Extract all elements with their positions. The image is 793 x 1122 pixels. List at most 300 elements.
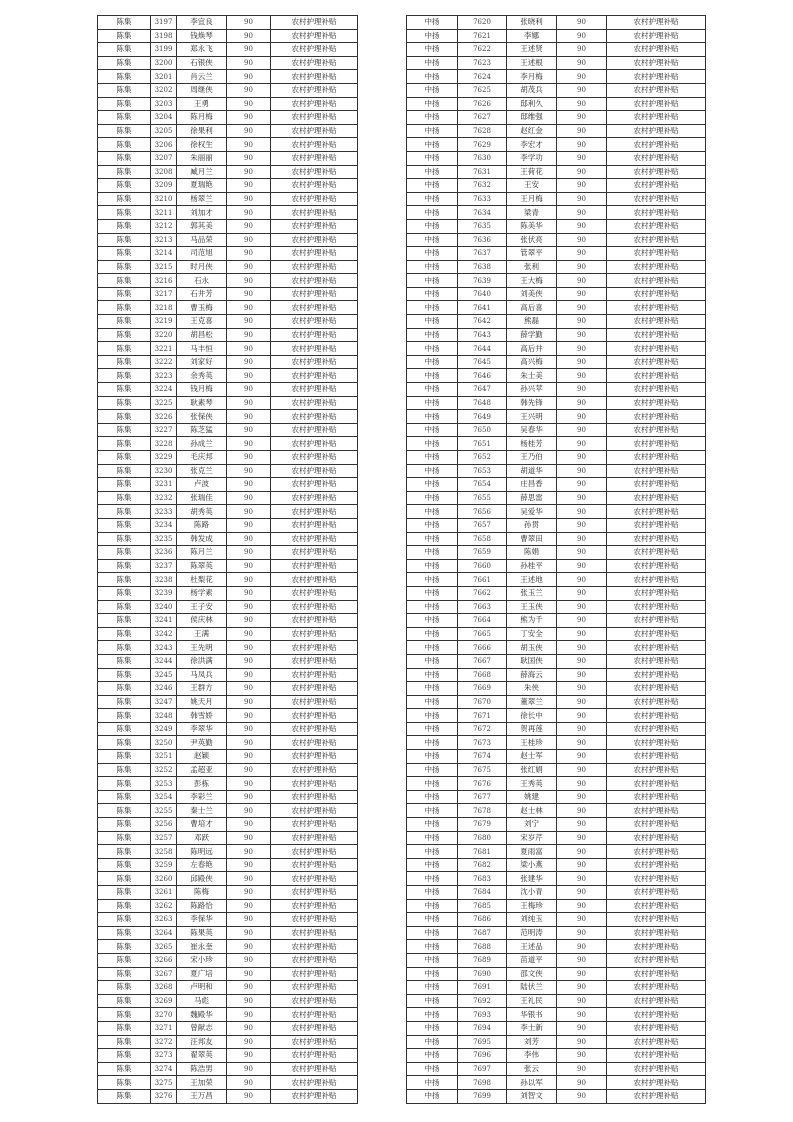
id-cell: 3237 <box>151 559 177 573</box>
id-cell: 7661 <box>458 573 507 587</box>
amount-cell: 90 <box>227 695 271 709</box>
id-cell: 7668 <box>458 668 507 682</box>
name-cell: 孙贯 <box>507 518 557 532</box>
name-cell: 王述根 <box>507 56 557 70</box>
village-cell: 中扬 <box>407 777 458 791</box>
id-cell: 7623 <box>458 56 507 70</box>
id-cell: 7625 <box>458 83 507 97</box>
amount-cell: 90 <box>227 532 271 546</box>
name-cell: 姚天月 <box>177 695 227 709</box>
category-cell: 农村护理补贴 <box>271 43 358 57</box>
table-row <box>98 1021 358 1035</box>
id-cell: 3199 <box>151 43 177 57</box>
amount-cell: 90 <box>227 1049 271 1063</box>
table-row <box>98 695 358 709</box>
table-row <box>407 695 706 709</box>
name-cell: 王述品 <box>507 940 557 954</box>
village-cell: 中扬 <box>407 287 458 301</box>
table-row <box>407 315 706 329</box>
table-row <box>98 56 358 70</box>
table-row <box>98 423 358 437</box>
id-cell: 7689 <box>458 953 507 967</box>
amount-cell: 90 <box>227 1062 271 1076</box>
village-cell: 陈集 <box>98 763 151 777</box>
amount-cell: 90 <box>557 233 607 247</box>
id-cell: 3231 <box>151 478 177 492</box>
amount-cell: 90 <box>557 342 607 356</box>
village-cell: 陈集 <box>98 1008 151 1022</box>
name-cell: 李宏才 <box>507 138 557 152</box>
id-cell: 3197 <box>151 16 177 30</box>
amount-cell: 90 <box>557 695 607 709</box>
category-cell: 农村护理补贴 <box>607 682 706 696</box>
name-cell: 王万昌 <box>177 1089 227 1103</box>
category-cell: 农村护理补贴 <box>607 260 706 274</box>
category-cell: 农村护理补贴 <box>607 328 706 342</box>
amount-cell: 90 <box>557 179 607 193</box>
table-row <box>98 410 358 424</box>
name-cell: 王荷花 <box>507 165 557 179</box>
id-cell: 3266 <box>151 953 177 967</box>
amount-cell: 90 <box>557 1076 607 1090</box>
village-cell: 陈集 <box>98 355 151 369</box>
table-row <box>407 491 706 505</box>
id-cell: 7649 <box>458 410 507 424</box>
table-row <box>98 953 358 967</box>
category-cell: 农村护理补贴 <box>271 559 358 573</box>
name-cell: 陈芝猛 <box>177 423 227 437</box>
category-cell: 农村护理补贴 <box>271 151 358 165</box>
name-cell: 高后喜 <box>507 301 557 315</box>
amount-cell: 90 <box>557 219 607 233</box>
name-cell: 张红娟 <box>507 763 557 777</box>
name-cell: 张伏亮 <box>507 233 557 247</box>
amount-cell: 90 <box>557 464 607 478</box>
category-cell: 农村护理补贴 <box>271 858 358 872</box>
id-cell: 7674 <box>458 750 507 764</box>
village-cell: 陈集 <box>98 926 151 940</box>
amount-cell: 90 <box>557 926 607 940</box>
category-cell: 农村护理补贴 <box>607 981 706 995</box>
id-cell: 3218 <box>151 301 177 315</box>
category-cell: 农村护理补贴 <box>607 16 706 30</box>
amount-cell: 90 <box>557 899 607 913</box>
name-cell: 庄昌香 <box>507 478 557 492</box>
amount-cell: 90 <box>557 165 607 179</box>
category-cell: 农村护理补贴 <box>607 287 706 301</box>
village-cell: 陈集 <box>98 940 151 954</box>
village-cell: 陈集 <box>98 491 151 505</box>
table-row <box>98 219 358 233</box>
table-row <box>98 464 358 478</box>
table-row <box>407 219 706 233</box>
amount-cell: 90 <box>227 722 271 736</box>
village-cell: 中扬 <box>407 83 458 97</box>
id-cell: 3200 <box>151 56 177 70</box>
amount-cell: 90 <box>557 994 607 1008</box>
category-cell: 农村护理补贴 <box>607 491 706 505</box>
amount-cell: 90 <box>557 247 607 261</box>
amount-cell: 90 <box>557 736 607 750</box>
table-row <box>407 151 706 165</box>
category-cell: 农村护理补贴 <box>607 43 706 57</box>
id-cell: 7621 <box>458 29 507 43</box>
village-cell: 陈集 <box>98 97 151 111</box>
village-cell: 中扬 <box>407 682 458 696</box>
table-row <box>98 437 358 451</box>
amount-cell: 90 <box>227 940 271 954</box>
category-cell: 农村护理补贴 <box>271 56 358 70</box>
amount-cell: 90 <box>227 953 271 967</box>
id-cell: 7690 <box>458 967 507 981</box>
id-cell: 7631 <box>458 165 507 179</box>
amount-cell: 90 <box>557 546 607 560</box>
name-cell: 张云 <box>507 1062 557 1076</box>
village-cell: 中扬 <box>407 396 458 410</box>
name-cell: 沈小青 <box>507 886 557 900</box>
table-row <box>98 233 358 247</box>
name-cell: 曹翠田 <box>507 532 557 546</box>
amount-cell: 90 <box>557 981 607 995</box>
id-cell: 3275 <box>151 1076 177 1090</box>
id-cell: 3267 <box>151 967 177 981</box>
id-cell: 7628 <box>458 124 507 138</box>
amount-cell: 90 <box>227 83 271 97</box>
amount-cell: 90 <box>557 872 607 886</box>
category-cell: 农村护理补贴 <box>271 926 358 940</box>
id-cell: 7682 <box>458 858 507 872</box>
category-cell: 农村护理补贴 <box>271 423 358 437</box>
village-cell: 陈集 <box>98 586 151 600</box>
name-cell: 徐权生 <box>177 138 227 152</box>
amount-cell: 90 <box>227 124 271 138</box>
amount-cell: 90 <box>557 709 607 723</box>
village-cell: 陈集 <box>98 219 151 233</box>
table-row <box>407 287 706 301</box>
id-cell: 7654 <box>458 478 507 492</box>
table-row <box>407 111 706 125</box>
name-cell: 魏殿华 <box>177 1008 227 1022</box>
amount-cell: 90 <box>557 29 607 43</box>
table-row <box>407 586 706 600</box>
category-cell: 农村护理补贴 <box>607 1021 706 1035</box>
category-cell: 农村护理补贴 <box>607 124 706 138</box>
table-row <box>98 124 358 138</box>
name-cell: 马丰恒 <box>177 342 227 356</box>
amount-cell: 90 <box>227 206 271 220</box>
id-cell: 7622 <box>458 43 507 57</box>
amount-cell: 90 <box>227 682 271 696</box>
table-row <box>98 559 358 573</box>
name-cell: 王勇 <box>177 97 227 111</box>
id-cell: 3253 <box>151 777 177 791</box>
amount-cell: 90 <box>227 804 271 818</box>
name-cell: 石井芳 <box>177 287 227 301</box>
village-cell: 中扬 <box>407 1089 458 1103</box>
name-cell: 邸维强 <box>507 111 557 125</box>
category-cell: 农村护理补贴 <box>607 451 706 465</box>
name-cell: 陈果英 <box>177 926 227 940</box>
category-cell: 农村护理补贴 <box>271 845 358 859</box>
village-cell: 中扬 <box>407 383 458 397</box>
category-cell: 农村护理补贴 <box>607 831 706 845</box>
id-cell: 3224 <box>151 383 177 397</box>
name-cell: 薛海云 <box>507 668 557 682</box>
id-cell: 7652 <box>458 451 507 465</box>
name-cell: 张瑞佳 <box>177 491 227 505</box>
category-cell: 农村护理补贴 <box>607 546 706 560</box>
village-cell: 陈集 <box>98 70 151 84</box>
category-cell: 农村护理补贴 <box>271 654 358 668</box>
id-cell: 7694 <box>458 1021 507 1035</box>
table-row <box>407 396 706 410</box>
name-cell: 尹英勤 <box>177 736 227 750</box>
village-cell: 中扬 <box>407 695 458 709</box>
table-row <box>407 247 706 261</box>
table-row <box>407 369 706 383</box>
category-cell: 农村护理补贴 <box>607 83 706 97</box>
amount-cell: 90 <box>227 260 271 274</box>
category-cell: 农村护理补贴 <box>271 165 358 179</box>
amount-cell: 90 <box>227 478 271 492</box>
category-cell: 农村护理补贴 <box>607 369 706 383</box>
village-cell: 陈集 <box>98 1062 151 1076</box>
category-cell: 农村护理补贴 <box>607 1008 706 1022</box>
table-row <box>407 614 706 628</box>
table-row <box>407 1089 706 1103</box>
name-cell: 马品荣 <box>177 233 227 247</box>
id-cell: 7691 <box>458 981 507 995</box>
village-cell: 中扬 <box>407 994 458 1008</box>
amount-cell: 90 <box>557 967 607 981</box>
table-row <box>407 722 706 736</box>
amount-cell: 90 <box>557 491 607 505</box>
id-cell: 3212 <box>151 219 177 233</box>
village-cell: 中扬 <box>407 1062 458 1076</box>
id-cell: 3219 <box>151 315 177 329</box>
village-cell: 陈集 <box>98 886 151 900</box>
amount-cell: 90 <box>227 97 271 111</box>
village-cell: 中扬 <box>407 423 458 437</box>
amount-cell: 90 <box>557 1062 607 1076</box>
name-cell: 李伟 <box>507 1049 557 1063</box>
category-cell: 农村护理补贴 <box>271 1035 358 1049</box>
table-row <box>98 872 358 886</box>
amount-cell: 90 <box>227 913 271 927</box>
category-cell: 农村护理补贴 <box>607 383 706 397</box>
id-cell: 3257 <box>151 831 177 845</box>
category-cell: 农村护理补贴 <box>607 600 706 614</box>
table-row <box>407 451 706 465</box>
village-cell: 中扬 <box>407 1049 458 1063</box>
category-cell: 农村护理补贴 <box>271 777 358 791</box>
id-cell: 3255 <box>151 804 177 818</box>
table-row <box>98 668 358 682</box>
category-cell: 农村护理补贴 <box>271 138 358 152</box>
name-cell: 刘智文 <box>507 1089 557 1103</box>
category-cell: 农村护理补贴 <box>271 437 358 451</box>
category-cell: 农村护理补贴 <box>271 247 358 261</box>
id-cell: 3225 <box>151 396 177 410</box>
table-row <box>407 464 706 478</box>
name-cell: 卢波 <box>177 478 227 492</box>
name-cell: 胡道华 <box>507 464 557 478</box>
category-cell: 农村护理补贴 <box>607 165 706 179</box>
village-cell: 陈集 <box>98 206 151 220</box>
village-cell: 陈集 <box>98 315 151 329</box>
name-cell: 胡茂兵 <box>507 83 557 97</box>
village-cell: 陈集 <box>98 913 151 927</box>
table-row <box>98 573 358 587</box>
table-row <box>407 97 706 111</box>
name-cell: 张建华 <box>507 872 557 886</box>
name-cell: 曾献志 <box>177 1021 227 1035</box>
category-cell: 农村护理补贴 <box>607 573 706 587</box>
table-row <box>98 981 358 995</box>
amount-cell: 90 <box>227 70 271 84</box>
category-cell: 农村护理补贴 <box>607 1089 706 1103</box>
category-cell: 农村护理补贴 <box>271 546 358 560</box>
id-cell: 7673 <box>458 736 507 750</box>
amount-cell: 90 <box>227 342 271 356</box>
amount-cell: 90 <box>227 750 271 764</box>
category-cell: 农村护理补贴 <box>271 342 358 356</box>
table-row <box>98 886 358 900</box>
amount-cell: 90 <box>227 56 271 70</box>
name-cell: 薛思雷 <box>507 491 557 505</box>
table-row <box>98 478 358 492</box>
table-row <box>407 886 706 900</box>
village-cell: 中扬 <box>407 981 458 995</box>
name-cell: 范明涛 <box>507 926 557 940</box>
id-cell: 7651 <box>458 437 507 451</box>
id-cell: 3264 <box>151 926 177 940</box>
name-cell: 郭其美 <box>177 219 227 233</box>
name-cell: 杨桂芳 <box>507 437 557 451</box>
village-cell: 陈集 <box>98 627 151 641</box>
name-cell: 陈翠英 <box>177 559 227 573</box>
village-cell: 中扬 <box>407 301 458 315</box>
id-cell: 3226 <box>151 410 177 424</box>
name-cell: 余秀英 <box>177 369 227 383</box>
id-cell: 3250 <box>151 736 177 750</box>
name-cell: 彭栋 <box>177 777 227 791</box>
category-cell: 农村护理补贴 <box>271 750 358 764</box>
name-cell: 韩雪娇 <box>177 709 227 723</box>
village-cell: 陈集 <box>98 614 151 628</box>
id-cell: 7627 <box>458 111 507 125</box>
amount-cell: 90 <box>227 43 271 57</box>
amount-cell: 90 <box>227 315 271 329</box>
name-cell: 刘加才 <box>177 206 227 220</box>
category-cell: 农村护理补贴 <box>271 967 358 981</box>
table-row <box>98 111 358 125</box>
category-cell: 农村护理补贴 <box>607 872 706 886</box>
name-cell: 王梅珍 <box>507 899 557 913</box>
village-cell: 中扬 <box>407 872 458 886</box>
category-cell: 农村护理补贴 <box>271 1062 358 1076</box>
amount-cell: 90 <box>227 790 271 804</box>
category-cell: 农村护理补贴 <box>271 695 358 709</box>
table-row <box>98 287 358 301</box>
village-cell: 陈集 <box>98 818 151 832</box>
table-row <box>98 722 358 736</box>
table-row <box>98 926 358 940</box>
amount-cell: 90 <box>227 1021 271 1035</box>
name-cell: 宋小珍 <box>177 953 227 967</box>
name-cell: 张玉兰 <box>507 586 557 600</box>
category-cell: 农村护理补贴 <box>607 342 706 356</box>
amount-cell: 90 <box>227 1076 271 1090</box>
name-cell: 薛学勤 <box>507 328 557 342</box>
id-cell: 3268 <box>151 981 177 995</box>
id-cell: 7670 <box>458 695 507 709</box>
amount-cell: 90 <box>227 831 271 845</box>
category-cell: 农村护理补贴 <box>607 478 706 492</box>
id-cell: 3243 <box>151 641 177 655</box>
amount-cell: 90 <box>227 423 271 437</box>
amount-cell: 90 <box>227 165 271 179</box>
name-cell: 吴春华 <box>507 423 557 437</box>
amount-cell: 90 <box>227 736 271 750</box>
id-cell: 3206 <box>151 138 177 152</box>
village-cell: 中扬 <box>407 532 458 546</box>
amount-cell: 90 <box>227 627 271 641</box>
amount-cell: 90 <box>227 179 271 193</box>
amount-cell: 90 <box>227 641 271 655</box>
table-row <box>98 383 358 397</box>
category-cell: 农村护理补贴 <box>607 192 706 206</box>
category-cell: 农村护理补贴 <box>271 16 358 30</box>
table-row <box>98 627 358 641</box>
name-cell: 王克喜 <box>177 315 227 329</box>
category-cell: 农村护理补贴 <box>271 1076 358 1090</box>
village-cell: 陈集 <box>98 654 151 668</box>
amount-cell: 90 <box>557 1049 607 1063</box>
table-row <box>407 138 706 152</box>
village-cell: 中扬 <box>407 410 458 424</box>
table-row <box>98 600 358 614</box>
village-cell: 中扬 <box>407 315 458 329</box>
category-cell: 农村护理补贴 <box>607 709 706 723</box>
category-cell: 农村护理补贴 <box>271 451 358 465</box>
table-row <box>98 369 358 383</box>
village-cell: 中扬 <box>407 641 458 655</box>
amount-cell: 90 <box>557 111 607 125</box>
id-cell: 3217 <box>151 287 177 301</box>
table-row <box>98 138 358 152</box>
name-cell: 朱丽丽 <box>177 151 227 165</box>
table-row <box>98 913 358 927</box>
name-cell: 苗道平 <box>507 953 557 967</box>
village-cell: 中扬 <box>407 43 458 57</box>
name-cell: 肖云兰 <box>177 70 227 84</box>
table-row <box>98 451 358 465</box>
village-cell: 中扬 <box>407 845 458 859</box>
table-row <box>407 233 706 247</box>
amount-cell: 90 <box>557 586 607 600</box>
table-row <box>98 355 358 369</box>
category-cell: 农村护理补贴 <box>607 586 706 600</box>
name-cell: 翟翠英 <box>177 1049 227 1063</box>
category-cell: 农村护理补贴 <box>271 396 358 410</box>
name-cell: 卢明和 <box>177 981 227 995</box>
id-cell: 7636 <box>458 233 507 247</box>
table-row <box>407 70 706 84</box>
village-cell: 中扬 <box>407 804 458 818</box>
category-cell: 农村护理补贴 <box>271 505 358 519</box>
category-cell: 农村护理补贴 <box>271 722 358 736</box>
